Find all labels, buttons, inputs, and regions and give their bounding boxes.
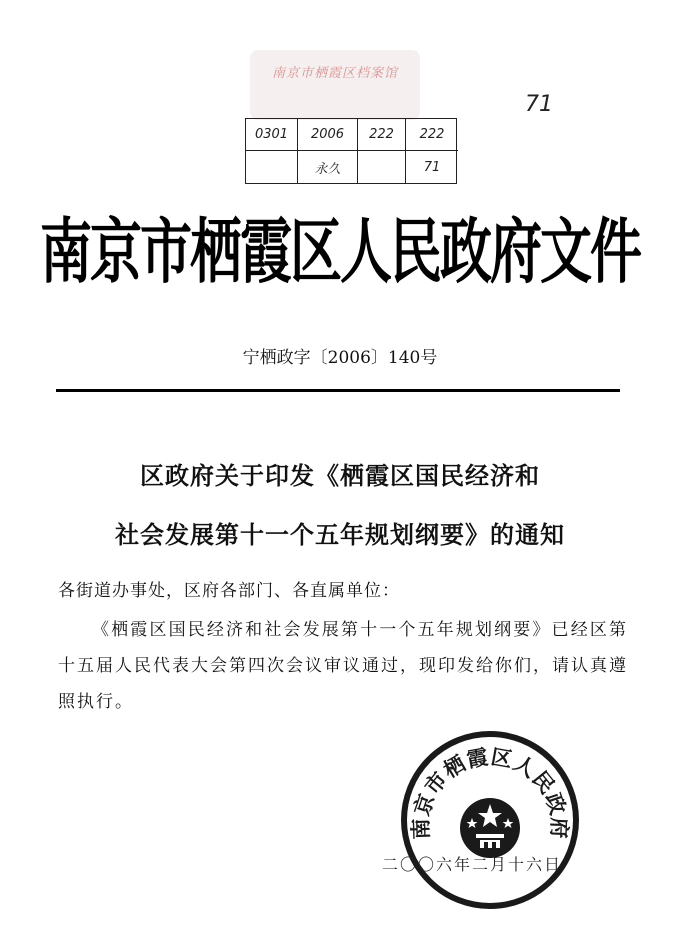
- archive-cell: [246, 151, 298, 183]
- seal-text: 南京市栖霞区人民政府: [408, 744, 572, 840]
- archive-stamp-text: 南京市栖霞区档案馆: [271, 66, 398, 81]
- archive-cell: 222: [358, 119, 406, 151]
- national-emblem-icon: [460, 798, 520, 858]
- archive-cell: 永久: [298, 151, 358, 183]
- archive-registration-box: [245, 118, 457, 184]
- notice-title-line-2: 社会发展第十一个五年规划纲要》的通知: [115, 520, 565, 549]
- header-divider: [56, 389, 620, 392]
- archive-stamp: [250, 50, 420, 120]
- archive-cell: 71: [423, 159, 441, 175]
- document-date: 二〇〇六年二月十六日: [382, 855, 563, 874]
- salutation: 各街道办事处，区府各部门、各直属单位：: [58, 581, 400, 601]
- document-title: 南京市栖霞区人民政府文件: [40, 212, 641, 294]
- body-paragraph: 《栖霞区国民经济和社会发展第十一个五年规划纲要》已经区第十五届人民代表大会第四次会议审议通过，现印发给你们，请认真遵照执行。: [58, 620, 628, 712]
- notice-title-line-1: 区政府关于印发《栖霞区国民经济和: [140, 461, 540, 490]
- document-number: 宁栖政字〔2006〕140号: [242, 348, 438, 368]
- official-seal: [400, 730, 580, 910]
- archive-cell: 222: [406, 119, 458, 151]
- page-number: 71: [525, 92, 553, 117]
- archive-cell: 0301: [246, 119, 298, 151]
- archive-cell: [358, 151, 406, 183]
- archive-cell: 2006: [298, 119, 358, 151]
